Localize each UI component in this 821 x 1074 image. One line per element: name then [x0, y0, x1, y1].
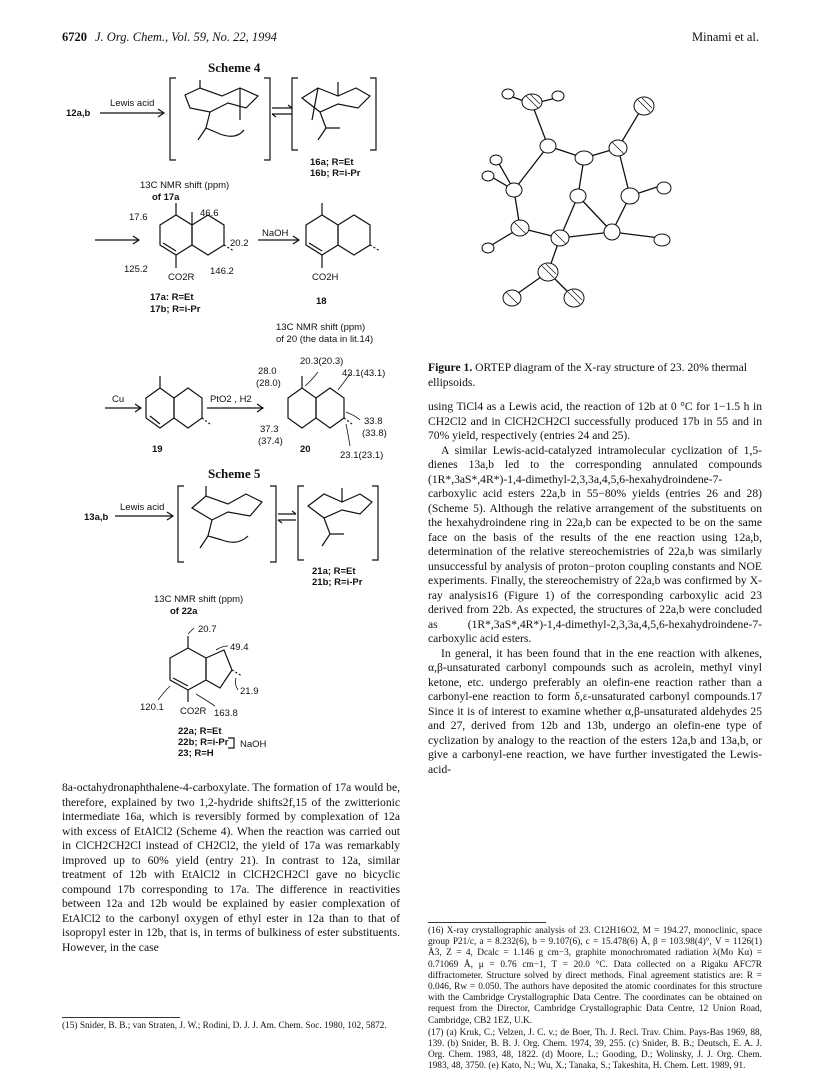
figure-1-caption	[428, 361, 762, 390]
bracket-left-s5-2	[298, 486, 304, 560]
bracket-left-s5	[178, 486, 184, 562]
right-footnotes	[428, 926, 762, 1074]
naoh-label-s5: NaOH	[240, 739, 267, 750]
cu-label: Cu	[112, 394, 125, 405]
shift-22a-1: 20.7	[198, 624, 217, 635]
footnote-rule-left	[62, 1017, 180, 1018]
shift-20-h: (37.4)	[258, 436, 283, 447]
compound-17b-label: 17b; R=i-Pr	[150, 304, 201, 315]
bracket-left-2	[292, 78, 298, 150]
right-paragraph-2: A similar Lewis-acid-catalyzed intramolecular cyclization of 1,5-dienes 13a,b led to the corresponding annulated compounds (1R*,3aS*,4R*)-1,4-dimethyl-2,3,3a,4,5,6-hexahydroindene-7-carboxylic acid esters 22a,b in 55−80% yields (entries 26 and 28) (Scheme 5). Although the relative arrangement of the substituents on the hexahydroindene ring in 22a,b can be expected to be on the same face on the basis of the results of the ene reaction using 12a,b, determination of the relative stereochemistries of 22a,b was similarly unsuccessful by analysis of proton−proton coupling constants and NOE experiments. Finally, the stereochemistry of 22a,b was confirmed by X-ray analysis16 (Figure 1) of the corresponding carboxylic acid 23 derived from 22b. As expected, the structures of 22a,b were concluded as (1R*,3aS*,4R*)-1,4-dimethyl-2,3,3a,4,5,6-hexahydroindene-7-carboxylic acid esters.	[428, 443, 762, 645]
naoh-bracket	[228, 738, 234, 748]
left-paragraph-1: 8a-octahydronaphthalene-4-carboxylate. The formation of 17a would be, therefore, explained by two 1,2-hydride shifts2f,15 of the zwitterionic intermediate 16a, which is reversibly formed by complexation of 12a with excess of EtAlCl2 (Scheme 4). When the reaction was carried out in ClCH2CH2Cl instead of CH2Cl2, the yield of 17a was remarkably improved up to 60% yield (entry 21). In contrast to 12a, similar treatment of 12b with EtAlCl2 in ClCH2CH2Cl gave no bicyclic compound 17b corresponding to 17a. The difference in reactivities between 12a and 12b would be explained by easier complexation of EtAlCl2 to the carbonyl oxygen of ethyl ester in 12a than to that of isopropyl ester in 12b, that is, in terms of bulkiness of ester substituents. However, in the case	[62, 781, 400, 954]
compound-17a-label: 17a: R=Et	[150, 292, 194, 303]
shift-20-c: (28.0)	[256, 378, 281, 389]
bracket-right	[264, 78, 270, 160]
shift-20-a: 20.3(20.3)	[300, 356, 344, 367]
nmr-caption-22a-line2: of 22a	[170, 606, 198, 617]
left-column	[62, 781, 400, 955]
structure-19	[146, 376, 210, 428]
lewis-acid-label: Lewis acid	[110, 98, 155, 109]
co2r-label: CO2R	[168, 272, 195, 283]
shift-pointers-20	[305, 372, 360, 446]
structure-17a	[160, 203, 234, 268]
structure-18	[306, 203, 380, 268]
shift-17a-1: 17.6	[129, 212, 148, 223]
compound-12ab-label: 12a,b	[66, 108, 91, 119]
co2h-label: CO2H	[312, 272, 339, 283]
intermediate-structure-s5	[192, 486, 262, 548]
compound-18-label: 18	[316, 296, 327, 307]
naoh-label: NaOH	[262, 228, 289, 239]
bracket-right-s5	[270, 486, 276, 562]
figure-1-text: ORTEP diagram of the X-ray structure of 23. 20% thermal ellipsoids.	[428, 361, 748, 389]
compound-21b-label: 21b; R=i-Pr	[312, 577, 363, 588]
compound-20-label: 20	[300, 444, 311, 455]
bracket-right-s5-2	[372, 486, 378, 560]
shift-17a-3: 20.2	[230, 238, 249, 249]
shift-20-d: 43.1(43.1)	[342, 368, 386, 379]
nmr-caption-22a-line1: 13C NMR shift (ppm)	[154, 594, 244, 605]
left-footnotes	[62, 1021, 400, 1033]
author-header: Minami et al.	[692, 30, 759, 44]
co2r-label-22a: CO2R	[180, 706, 207, 717]
compound-13ab-label: 13a,b	[84, 512, 109, 523]
ortep-atoms	[482, 89, 671, 307]
right-column	[428, 400, 762, 777]
footnote-17: (17) (a) Kruk, C.; Velzen, J. C. v.; de Boer, Th. J. Recl. Trav. Chim. Pays-Bas 1969, 88, 139. (b) Snider, B. B. J. Org. Chem. 1974, 39, 255. (c) Snider, B. B.; Deutsch, E. A. J. Org. Chem. 1983, 48, 1822. (d) Moore, L.; Gooding, D.; Wolinsky, J. J. Org. Chem. 1983, 48, 3750. (e) Kato, N.; Wu, X.; Tanaka, S.; Takeshita, H. Chem. Lett. 1989, 91.	[428, 1027, 762, 1072]
shift-20-b: 28.0	[258, 366, 277, 377]
compound-23-label: 23; R=H	[178, 748, 214, 759]
shift-22a-2: 49.4	[230, 642, 249, 653]
shift-20-g: 37.3	[260, 424, 279, 435]
intermediate-structure-16	[302, 82, 370, 140]
page-number: 6720	[62, 30, 87, 44]
nmr-caption-17a-line1: 13C NMR shift (ppm)	[140, 180, 230, 191]
right-paragraph-3: In general, it has been found that in the ene reaction with alkenes, α,β-unsaturated carbonyl compounds such as acrolein, methyl vinyl ketone, etc. undergo preferably an olefin-ene reaction rather than a carbonyl-ene reaction to form δ,ε-unsaturated carbonyl compounds.17 Since it is of interest to examine whether α,β-unsaturated aldehydes 25 and 27, derived from 12b and 13b, undergo an olefin-ene type of cyclization by analogy to the reaction of the esters 12a,b and 13a,b, or give a carbonyl-ene reaction, we have further investigated the Lewis-acid-	[428, 646, 762, 776]
compound-16a-label: 16a; R=Et	[310, 157, 354, 168]
right-paragraph-1: using TiCl4 as a Lewis acid, the reaction of 12b at 0 °C for 1−1.5 h in CH2Cl2 and in ClCH2CH2Cl successfully produced 17b in 55 and in 70% yield, respectively (entries 24 and 25).	[428, 400, 762, 442]
scheme-4-title: Scheme 4	[208, 60, 261, 75]
footnote-rule-right	[428, 922, 546, 923]
scheme-5-title: Scheme 5	[208, 466, 261, 481]
intermediate-structure-21	[308, 488, 372, 546]
figure-1-label: Figure 1.	[428, 361, 473, 374]
bracket-right-2	[370, 78, 376, 150]
compound-22b-label: 22b; R=i-Pr	[178, 737, 229, 748]
shift-22a-5: 163.8	[214, 708, 238, 719]
shift-17a-4: 125.2	[124, 264, 148, 275]
compound-21a-label: 21a; R=Et	[312, 566, 356, 577]
shift-20-e: 33.8	[364, 416, 383, 427]
shift-20-i: 23.1(23.1)	[340, 450, 384, 461]
journal-citation: J. Org. Chem., Vol. 59, No. 22, 1994	[95, 30, 277, 44]
compound-16b-label: 16b; R=i-Pr	[310, 168, 361, 179]
pto2-label: PtO2 , H2	[210, 394, 252, 405]
intermediate-structure-1	[185, 80, 258, 140]
footnote-16: (16) X-ray crystallographic analysis of 23. C12H16O2, M = 194.27, monoclinic, space group P21/c, a = 8.232(6), b = 9.107(6), c = 15.478(6) Å, β = 103.98(4)°, V = 1126(1) Å3, Z = 4, Dcalc = 1.146 g cm−3, graphite monochromated radiation λ(Mo Kα) = 0.71069 Å, μ = 0.76 cm−1, T = 20.0 °C. Data collected on a Rigaku AFC7R diffractometer. Structure solved by direct methods. Final agreement statistics are: R = 0.046, Rw = 0.050. The authors have deposited the atomic coordinates for this structure with the Cambridge Crystallographic Data Centre. The coordinates can be obtained on request from the Director, Cambridge Crystallographic Data Centre, 12 Union Road, Cambridge, CB2 1EZ, U.K.	[428, 926, 762, 1026]
compound-19-label: 19	[152, 444, 163, 455]
shift-22a-4: 120.1	[140, 702, 164, 713]
shift-22a-3: 21.9	[240, 686, 259, 697]
shift-17a-5: 146.2	[210, 266, 234, 277]
shift-17a-2: 46.6	[200, 208, 219, 219]
bracket-left	[170, 78, 176, 160]
nmr-caption-20-line1: 13C NMR shift (ppm)	[276, 322, 366, 333]
compound-22a-label: 22a; R=Et	[178, 726, 222, 737]
shift-20-f: (33.8)	[362, 428, 387, 439]
footnote-15: (15) Snider, B. B.; van Straten, J. W.; Rodini, D. J. J. Am. Chem. Soc. 1980, 102, 5872.	[62, 1021, 387, 1031]
nmr-caption-20-line2: of 20 (the data in lit.14)	[276, 334, 374, 345]
lewis-acid-label-s5: Lewis acid	[120, 502, 165, 513]
nmr-caption-17a-line2: of 17a	[152, 192, 180, 203]
